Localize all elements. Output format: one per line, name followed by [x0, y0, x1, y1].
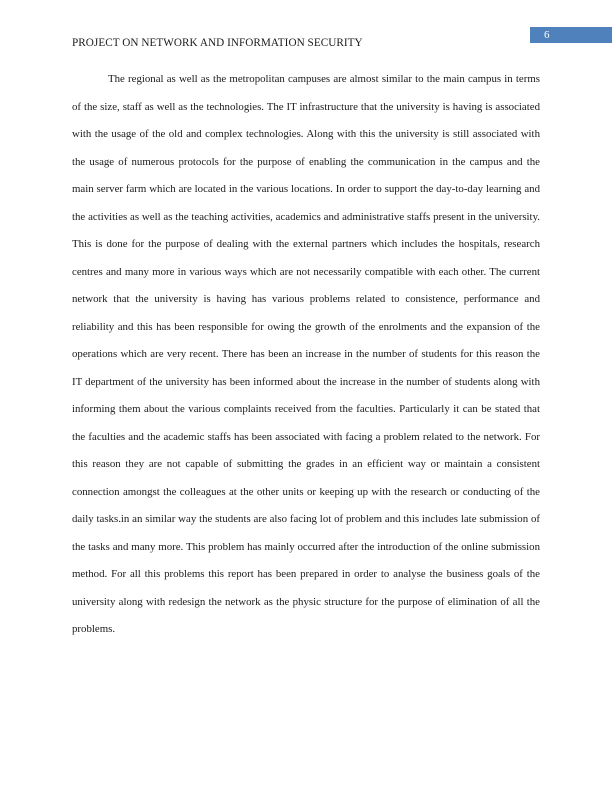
- body-paragraph: The regional as well as the metropolitan campuses are almost similar to the main campus in terms of the size, staff as well as the technologies. The IT infrastructure that the university is having is associated with the usage of the old and complex technologies. Along with this the university is still associated with the usage of numerous protocols for the purpose of enabling the communication in the campus and the main server farm which are located in the various locations. In order to support the day-to-day learning and the activities as well as the teaching activities, academics and administrative staffs present in the university. This is done for the purpose of dealing with the external partners which includes the hospitals, research centres and many more in various ways which are not necessarily compatible with each other. The current network that the university is having has various problems related to consistence, performance and reliability and this has been responsible for owing the growth of the enrolments and the expansion of the operations which are very recent. There has been an increase in the number of students for this reason the IT department of the university has been informed about the increase in the number of students along with informing them about the various complaints received from the faculties. Particularly it can be stated that the faculties and the academic staffs has been associated with facing a problem related to the network. For this reason they are not capable of submitting the grades in an efficient way or maintain a consistent connection amongst the colleagues at the other units or keeping up with the research or conducting of the daily tasks.in an similar way the students are also facing lot of problem and this includes late submission of the tasks and many more. This problem has mainly occurred after the introduction of the online submission method. For all this problems this report has been prepared in order to analyse the business goals of the university along with redesign the network as the physic structure for the purpose of elimination of all the problems.: [72, 73, 540, 635]
- page-number: 6: [544, 29, 550, 41]
- running-head: PROJECT ON NETWORK AND INFORMATION SECURITY: [72, 37, 363, 49]
- page-number-badge: [530, 27, 612, 43]
